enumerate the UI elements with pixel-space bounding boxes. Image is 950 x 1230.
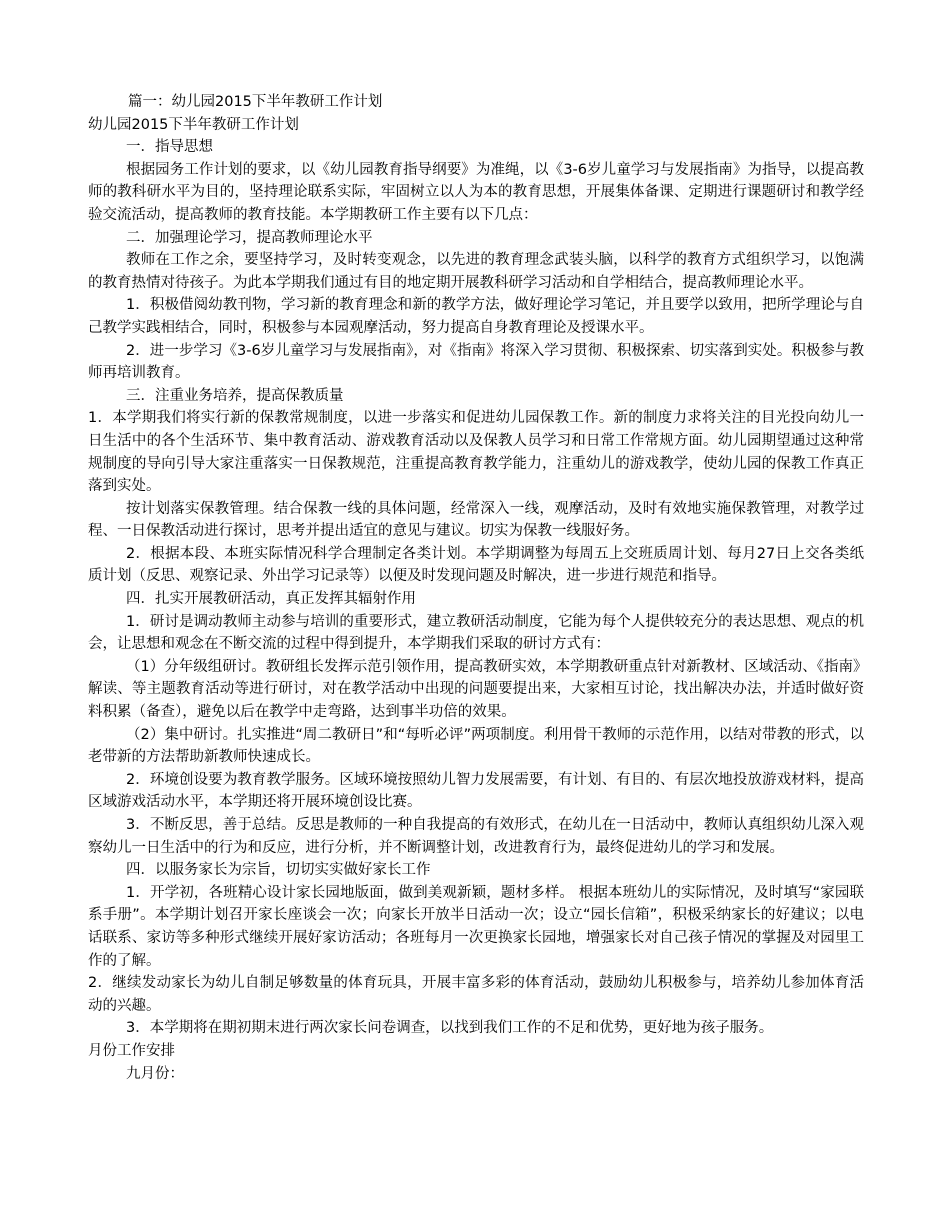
section-heading-schedule: 月份工作安排	[88, 1042, 175, 1059]
paragraph: 教师在工作之余，要坚持学习，及时转变观念，以先进的教育理念武装头脑，以科学的教育方式组织学习，以饱满的教育热情对待孩子。为此本学期我们通过有目的地定期开展教科研学习活动和自学相结合，提高教师理论水平。	[88, 252, 864, 291]
section-heading-1: 一．指导思想	[126, 139, 213, 156]
list-item: 2．环境创设要为教育教学服务。区域环境按照幼儿智力发展需要，有计划、有目的、有层次地投放游戏材料，提高区域游戏活动水平，本学期还将开展环境创设比赛。	[88, 771, 864, 811]
list-item: 2．进一步学习《3-6岁儿童学习与发展指南》，对《指南》将深入学习贯彻、积极探索、切实落到实处。积极参与教师再培训教育。	[88, 342, 864, 382]
month-label: 九月份：	[126, 1065, 184, 1082]
list-item: 2．继续发动家长为幼儿自制足够数量的体育玩具，开展丰富多彩的体育活动，鼓励幼儿积极参与，培养幼儿参加体育活动的兴趣。	[88, 975, 864, 1014]
paragraph: 解读、等主题教育活动等进行研讨，对在教学活动中出现的问题要提出来，大家相互讨论，找出解决办法，并适时做好资料积累（备查），避免以后在教学中走弯路，达到事半功倍的效果。	[88, 681, 864, 721]
sub-list-item: （1）分年级组研讨。教研组长发挥示范引领作用，提高教研实效，本学期教研重点针对新教材、区域活动、《指南》	[126, 658, 868, 675]
section-heading-5: 四．以服务家长为宗旨，切切实实做好家长工作	[126, 862, 431, 879]
doc-subtitle: 幼儿园2015下半年教研工作计划	[88, 116, 299, 133]
section-heading-2: 二．加强理论学习，提高教师理论水平	[126, 229, 373, 246]
paragraph: 根据园务工作计划的要求，以《幼儿园教育指导纲要》为准绳，以《3-6岁儿童学习与发展指南》为指导，以提高教师的教科研水平为目的，坚持理论联系实际，牢固树立以人为本的教育思想，开展集体备课、定期进行课题研讨和教学经验交流活动，提高教师的教育技能。本学期教研工作主要有以下几点：	[88, 161, 864, 223]
paragraph: 按计划落实保教管理。结合保教一线的具体问题，经常深入一线，观摩活动，及时有效地实施保教管理，对教学过程、一日保教活动进行探讨，思考并提出适宜的意见与建议。切实为保教一线服好务。	[88, 500, 864, 540]
list-item: 1．积极借阅幼教刊物，学习新的教育理念和新的教学方法，做好理论学习笔记，并且要学以致用，把所学理论与自己教学实践相结合，同时，积极参与本园观摩活动，努力提高自身教育理论及授课水平。	[88, 297, 864, 336]
list-item: 1．开学初，各班精心设计家长园地版面，做到美观新颖，题材多样。 根据本班幼儿的实际情况，及时填写“家园联系手册”。本学期计划召开家长座谈会一次；向家长开放半日活动一次；设立“园长信箱”，积极采纳家长的好建议；以电话联系、家访等多种形式继续开展好家访活动；各班每月一次更换家长园地，增强家长对自己孩子情况的掌握及对园里工作的了解。	[88, 884, 864, 969]
doc-heading: 篇一：幼儿园2015下半年教研工作计划	[128, 94, 383, 110]
document-body	[88, 91, 868, 1085]
sub-list-item: （2）集中研讨。扎实推进“周二教研日”和“每听必评”两项制度。利用骨干教师的示范作用，以结对带教的形式，以老带新的方法帮助新教师快速成长。	[88, 726, 864, 766]
list-item: 3．不断反思，善于总结。反思是教师的一种自我提高的有效形式，在幼儿在一日活动中，教师认真组织幼儿深入观察幼儿一日生活中的行为和反应，进行分析，并不断调整计划，改进教育行为，最终促进幼儿的学习和发展。	[88, 817, 864, 856]
list-item: 1．本学期我们将实行新的保教常规制度，以进一步落实和促进幼儿园保教工作。新的制度力求将关注的目光投向幼儿一日生活中的各个生活环节、集中教育活动、游戏教育活动以及保教人员学习和日常工作常规方面。幼儿园期望通过这种常规制度的导向引导大家注重落实一日保教规范，注重提高教育教学能力，注重幼儿的游戏教学，使幼儿园的保教工作真正落到实处。	[88, 410, 864, 495]
section-heading-3: 三．注重业务培养，提高保教质量	[126, 387, 344, 404]
list-item: 1．研讨是调动教师主动参与培训的重要形式，建立教研活动制度，它能为每个人提供较充分的表达思想、观点的机会，让思想和观念在不断交流的过程中得到提升，本学期我们采取的研讨方式有：	[88, 613, 864, 653]
list-item: 3．本学期将在期初期末进行两次家长问卷调查，以找到我们工作的不足和优势，更好地为孩子服务。	[126, 1020, 774, 1037]
section-heading-4: 四．扎实开展教研活动，真正发挥其辐射作用	[126, 591, 416, 608]
list-item: 2．根据本段、本班实际情况科学合理制定各类计划。本学期调整为每周五上交班质周计划、每月27日上交各类纸质计划（反思、观察记录、外出学习记录等）以便及时发现问题及时解决，进一步进行规范和指导。	[88, 545, 864, 585]
